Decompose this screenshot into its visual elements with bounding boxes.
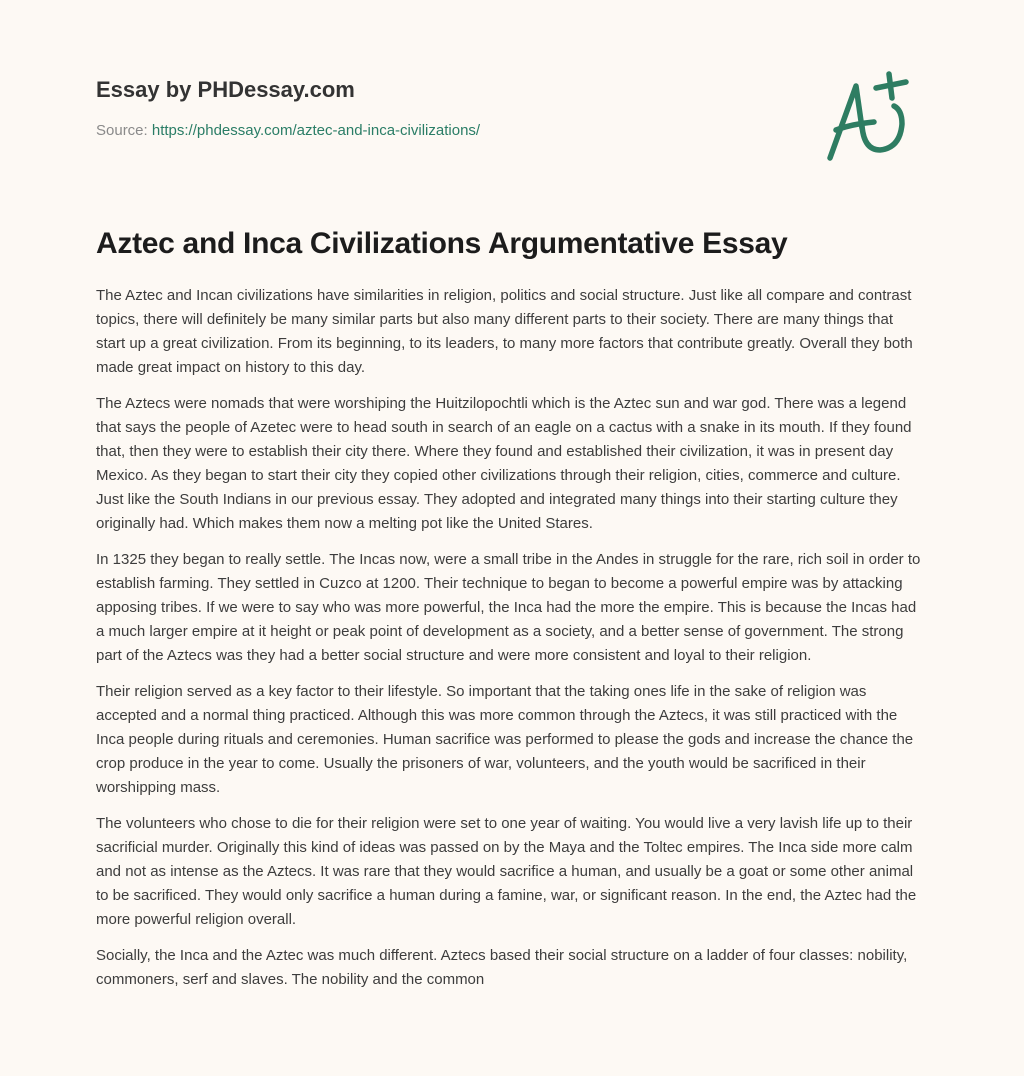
page-header (96, 76, 796, 141)
paragraph: The Aztecs were nomads that were worshiping the Huitzilopochtli which is the Aztec sun and war god. There was a legend that says the people of Azetec were to head south in search of an eagle on a cactus with a snake in its mouth. If they found that, then they were to establish their city there. Where they found and established their civilization, it was in present day Mexico. As they began to start their city they copied other civilizations through their religion, cities, commerce and culture. Just like the South Indians in our previous essay. They adopted and integrated many things into their starting culture they originally had. Which makes them now a melting pot like the United Stares. (96, 395, 912, 532)
source-link[interactable]: https://phdessay.com/aztec-and-inca-civilizations/ (151, 122, 481, 139)
source-line (96, 121, 796, 141)
document-title: Aztec and Inca Civilizations Argumentative Essay (96, 227, 788, 260)
paragraph: In 1325 they began to really settle. The Incas now, were a small tribe in the Andes in struggle for the rare, rich soil in order to establish farming. They settled in Cuzco at 1200. Their technique to began to become a powerful empire was by attacking apposing tribes. If we were to say who was more powerful, the Inca had the more the empire. This is because the Incas had a much larger empire at it height or peak point of development as a society, and a better sense of government. The strong part of the Aztecs was they had a better social structure and were more consistent and loyal to their religion. (96, 551, 921, 664)
paragraph: The volunteers who chose to die for their religion were set to one year of waiting. You would live a very lavish life up to their sacrificial murder. Originally this kind of ideas was passed on by the Maya and the Toltec empires. The Inca side more calm and not as intense as the Aztecs. It was rare that they would sacrifice a human, and usually be a goat or some other animal to be sacrificed. They would only sacrifice a human during a famine, war, or significant reason. In the end, the Aztec had the more powerful religion overall. (96, 815, 917, 928)
paragraph: The Aztec and Incan civilizations have similarities in religion, politics and social structure. Just like all compare and contrast topics, there will definitely be many similar parts but also many different parts to their society. There are many things that start up a great civilization. From its beginning, to its leaders, to many more factors that contribute greatly. Overall they both made great impact on history to this day. (96, 287, 913, 376)
paragraph: Their religion served as a key factor to their lifestyle. So important that the taking ones life in the sake of religion was accepted and a normal thing practiced. Although this was more common through the Aztecs, it was still practiced with the Inca people during rituals and ceremonies. Human sacrifice was performed to please the gods and increase the chance the crop produce in the year to come. Usually the prisoners of war, volunteers, and the youth would be sacrificed in their worshipping mass. (96, 683, 914, 796)
a-plus-grade-icon (822, 66, 932, 166)
essay-body (96, 284, 926, 1004)
source-label: Source: (96, 122, 148, 139)
site-title: Essay by PHDessay.com (96, 77, 355, 102)
paragraph: Socially, the Inca and the Aztec was much different. Aztecs based their social structure on a ladder of four classes: nobility, commoners, serf and slaves. The nobility and the common (96, 947, 908, 988)
